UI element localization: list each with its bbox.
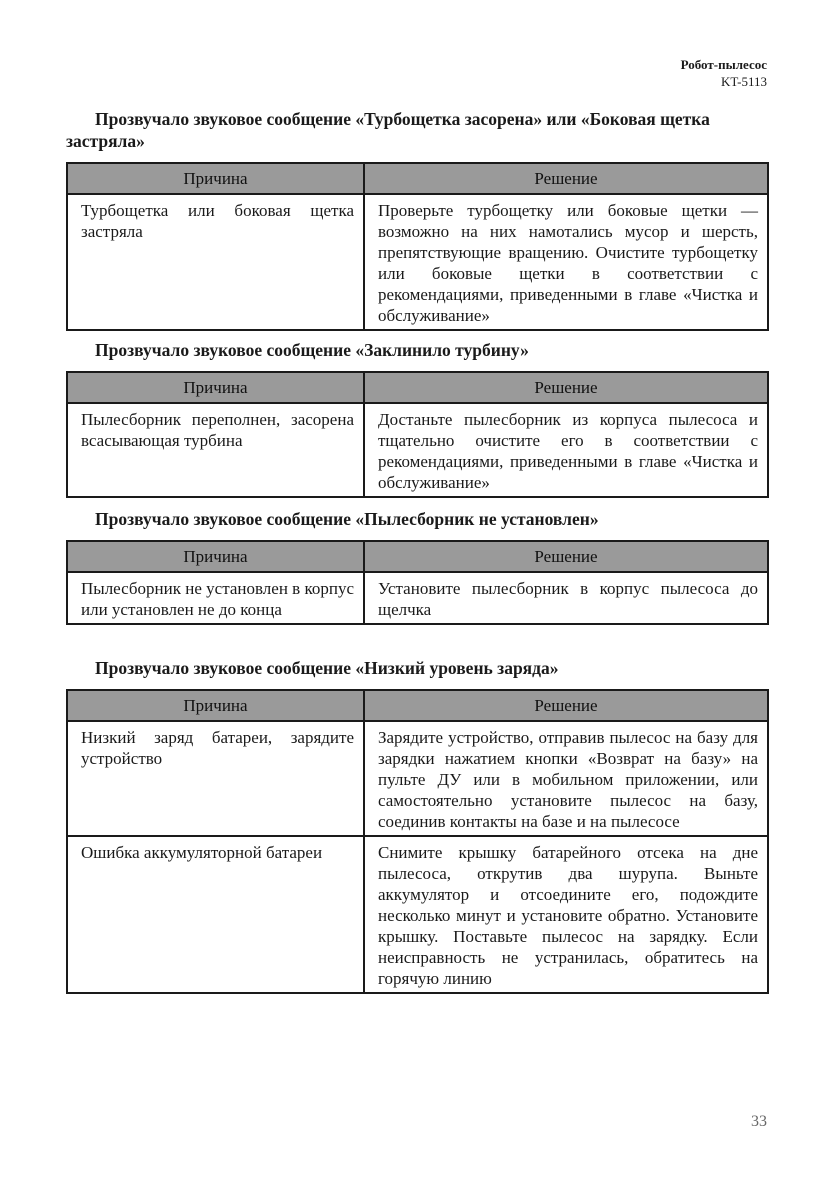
column-header-cause: Причина (67, 372, 364, 403)
troubleshooting-table (66, 689, 769, 994)
section-title: Прозвучало звуковое сообщение «Турбощетка засорена» или «Боковая щетка застряла» (66, 109, 710, 151)
page-number: 33 (751, 1113, 767, 1130)
section-low-battery (66, 657, 767, 994)
section-turbine-jammed (66, 339, 767, 498)
troubleshooting-table (66, 540, 769, 625)
table-row (67, 721, 768, 836)
section-turbo-brush (66, 108, 767, 331)
solution-cell: Достаньте пылесборник из корпуса пылесоса и тщательно очистите его в соответствии с рекомендациями, приведенными в главе «Чистка и обслуживание» (364, 403, 768, 497)
table-row (67, 194, 768, 330)
product-name: Робот-пылесос (680, 57, 767, 72)
section-title: Прозвучало звуковое сообщение «Заклинило турбину» (95, 340, 529, 360)
column-header-solution: Решение (364, 372, 768, 403)
solution-cell: Проверьте турбощетку или боковые щетки — возможно на них намотались мусор и шерсть, препятствующие вращению. Очистите турбощетку или боковые щетки в соответствии с рекомендациями, приведенными в главе «Чистка и обслуживание» (364, 194, 768, 330)
cause-cell: Пылесборник не установлен в корпус или установлен не до конца (67, 572, 364, 624)
cause-cell: Пылесборник переполнен, засорена всасывающая турбина (67, 403, 364, 497)
column-header-solution: Решение (364, 541, 768, 572)
solution-cell: Установите пылесборник в корпус пылесоса до щелчка (364, 572, 768, 624)
table-row (67, 572, 768, 624)
section-title: Прозвучало звуковое сообщение «Пылесборник не установлен» (95, 509, 599, 529)
table-header-row (67, 690, 768, 721)
table-header-row (67, 163, 768, 194)
table-header-row (67, 541, 768, 572)
cause-cell: Турбощетка или боковая щетка застряла (67, 194, 364, 330)
solution-cell: Зарядите устройство, отправив пылесос на базу для зарядки нажатием кнопки «Возврат на базу» на пульте ДУ или в мобильном приложении, или самостоятельно установите пылесос на базу, соединив контакты на базе и на пылесосе (364, 721, 768, 836)
column-header-cause: Причина (67, 690, 364, 721)
column-header-cause: Причина (67, 163, 364, 194)
table-row (67, 836, 768, 993)
column-header-solution: Решение (364, 163, 768, 194)
model-number: KT-5113 (721, 74, 767, 89)
table-header-row (67, 372, 768, 403)
troubleshooting-table (66, 162, 769, 331)
column-header-solution: Решение (364, 690, 768, 721)
cause-cell: Ошибка аккумуляторной батареи (67, 836, 364, 993)
table-row (67, 403, 768, 497)
section-dustbin-missing (66, 508, 767, 625)
column-header-cause: Причина (67, 541, 364, 572)
troubleshooting-table (66, 371, 769, 498)
cause-cell: Низкий заряд батареи, зарядите устройство (67, 721, 364, 836)
section-title: Прозвучало звуковое сообщение «Низкий уровень заряда» (95, 658, 559, 678)
page-header (681, 56, 767, 90)
solution-cell: Снимите крышку батарейного отсека на дне пылесоса, открутив два шурупа. Выньте аккумулятор и отсоедините его, подождите несколько минут и установите обратно. Установите крышку. Поставьте пылесос на зарядку. Если неисправность не устранилась, обратитесь на горячую линию (364, 836, 768, 993)
